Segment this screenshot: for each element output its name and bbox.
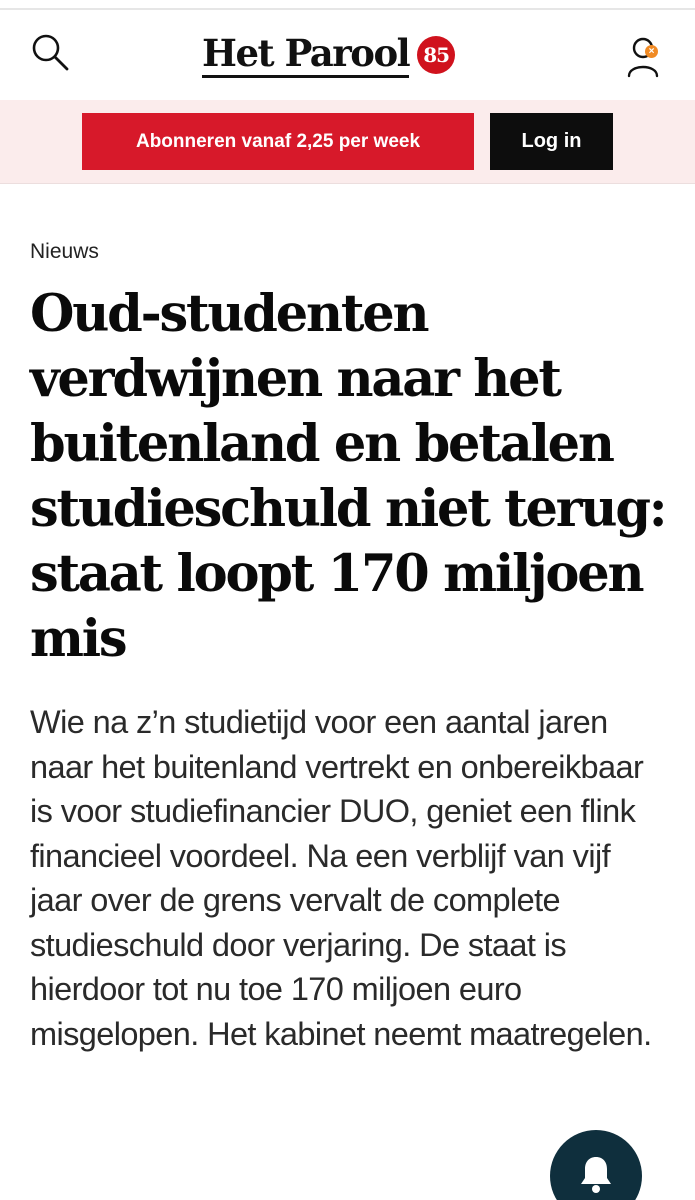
site-logo[interactable] [202,30,455,80]
login-button[interactable]: Log in [490,113,613,170]
account-button[interactable] [624,34,666,80]
alerts-button[interactable] [550,1130,642,1200]
subscription-bar [0,100,695,184]
logo-text: Het Parool [202,33,409,78]
subscribe-button[interactable]: Abonneren vanaf 2,25 per week [82,113,474,170]
account-notification-badge: × [645,45,658,58]
search-icon [30,32,72,74]
article-headline: Oud-studenten verdwijnen naar het buitenland en betalen studieschuld niet terug: staat loopt 170 miljoen mis [30,284,666,669]
search-button[interactable] [30,32,72,74]
site-header [0,10,695,100]
bell-icon [578,1154,614,1194]
user-icon [624,34,666,80]
section-label[interactable]: Nieuws [30,240,99,263]
article-intro: Wie na z’n studietijd voor een aantal jaren naar het buitenland vertrekt en onbereikbaar is voor studiefinancier DUO, geniet een flink financieel voordeel. Na een verblijf van vijf jaar over de grens vervalt de complete studieschuld door verjaring. De staat is hierdoor tot nu toe 170 miljoen euro misgelopen. Het kabinet neemt maatregelen. [30,704,652,1052]
anniversary-badge: 85 [417,36,455,74]
